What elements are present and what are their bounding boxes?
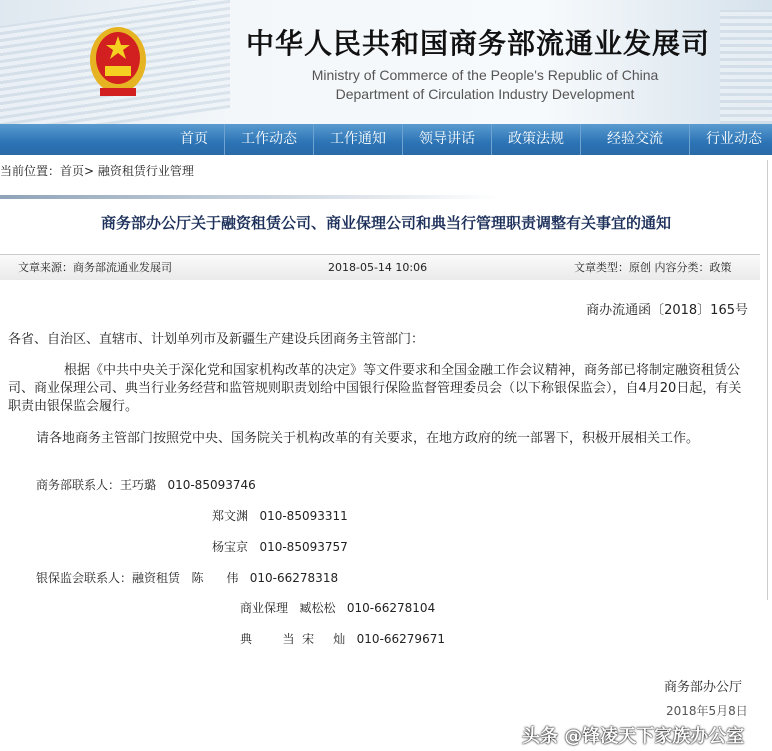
breadcrumb-home-link[interactable]: 首页> bbox=[60, 164, 95, 178]
national-emblem-icon bbox=[88, 26, 148, 100]
site-subtitle bbox=[270, 66, 700, 104]
article-source: 文章来源：商务部流通业发展司 bbox=[18, 261, 172, 274]
document-number: 商办流通函〔2018〕165号 bbox=[586, 303, 748, 318]
signature: 商务部办公厅 bbox=[664, 680, 743, 695]
nav-work-notices[interactable]: 工作通知 bbox=[314, 124, 403, 155]
nav-home[interactable]: 首页 bbox=[164, 124, 225, 155]
main-nav bbox=[0, 124, 772, 155]
site-title: 中华人民共和国商务部流通业发展司 bbox=[246, 27, 711, 60]
article-datetime: 2018-05-14 10:06 bbox=[328, 261, 428, 274]
contact-line: 典 当 宋 灿 010-66279671 bbox=[240, 632, 445, 646]
breadcrumb-current-link[interactable]: 融资租赁行业管理 bbox=[97, 164, 194, 178]
breadcrumb bbox=[0, 162, 194, 179]
breadcrumb-label: 当前位置： bbox=[0, 164, 61, 178]
paragraph-1: 根据《中共中央关于深化党和国家机构改革的决定》等文件要求和全国金融工作会议精神，商务部已将制定融资租赁公司、商业保理公司、典当行业务经营和监管规则职责划给中国银行保险监督管理委员会（以下称银保监会），自4月20日起，有关职责由银保监会履行。 bbox=[8, 363, 742, 414]
addressee: 各省、自治区、直辖市、计划单列市及新疆生产建设兵团商务主管部门： bbox=[8, 332, 425, 347]
site-header bbox=[0, 0, 772, 124]
article-type: 文章类型：原创 内容分类：政策 bbox=[574, 261, 732, 274]
article-meta-bar bbox=[0, 254, 760, 280]
nav-leader-speeches[interactable]: 领导讲话 bbox=[403, 124, 492, 155]
contact-line: 商业保理 臧松松 010-66278104 bbox=[240, 601, 436, 615]
building-background-right bbox=[720, 10, 772, 124]
nav-experience[interactable]: 经验交流 bbox=[581, 124, 690, 155]
nav-industry-news[interactable]: 行业动态 bbox=[690, 124, 772, 155]
watermark: 头条 @锋凌天下家族办公室 bbox=[522, 726, 745, 747]
contact-line: 郑文渊 010-85093311 bbox=[212, 509, 348, 523]
nav-policies[interactable]: 政策法规 bbox=[492, 124, 581, 155]
nav-work-updates[interactable]: 工作动态 bbox=[225, 124, 314, 155]
signature-date: 2018年5月8日 bbox=[666, 704, 748, 718]
contact-line: 商务部联系人：王巧璐 010-85093746 bbox=[36, 478, 256, 492]
contact-line: 杨宝京 010-85093757 bbox=[212, 540, 348, 554]
paragraph-2: 请各地商务主管部门按照党中央、国务院关于机构改革的有关要求，在地方政府的统一部署下，积极开展相关工作。 bbox=[36, 431, 700, 446]
divider bbox=[0, 195, 500, 199]
subtitle-line-2: Department of Circulation Industry Development bbox=[335, 86, 635, 102]
subtitle-line-1: Ministry of Commerce of the People's Republic of China bbox=[311, 67, 659, 83]
article-title: 商务部办公厅关于融资租赁公司、商业保理公司和典当行管理职责调整有关事宜的通知 bbox=[100, 214, 671, 232]
contact-line: 银保监会联系人：融资租赁 陈 伟 010-66278318 bbox=[36, 571, 339, 585]
